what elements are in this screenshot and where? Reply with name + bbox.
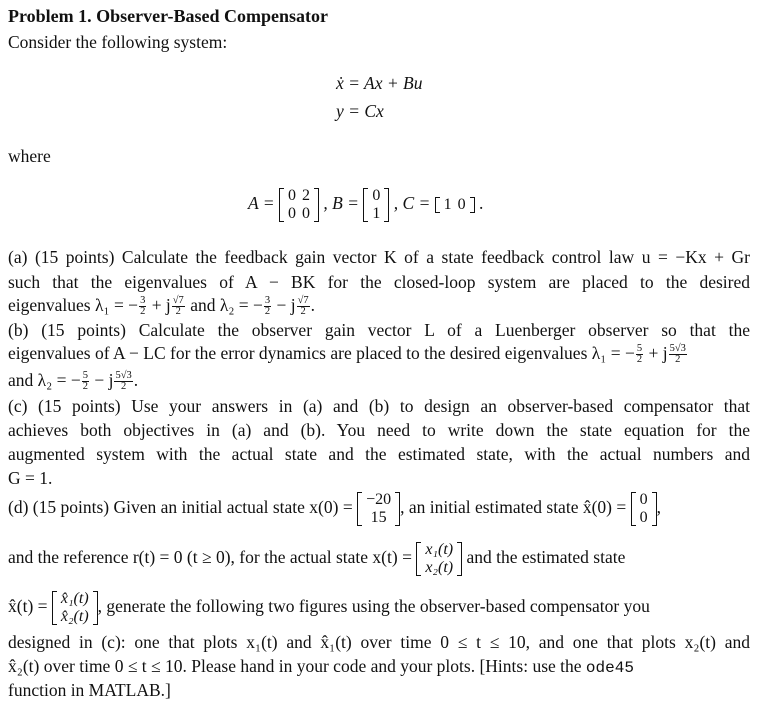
xt-vector [416,541,462,577]
part-c-line2: achieves both objectives in (a) and (b). You need to write down the state equation for the [8,420,750,440]
fraction-den: 2 [120,381,127,393]
plus-j: + j [648,343,668,363]
part-a-line3: eigenvalues λ₁ = − $\frac{3}{2}$ + j $\frac{√7}{2}$ and λ₂ = − $\frac{3}{2}$ − j $\frac{√7}{2}$ . [8,295,316,318]
part-d-line4: designed in (c): one that plots x₁(t) and x̂₁(t) over time 0 ≤ t ≤ 10, and one that plots x₂(t) and [8,632,750,652]
vector-cell: −20 [366,490,392,508]
part-b-line1: (b) (15 points) Calculate the observer gain vector L of a Luenberger observer so that the [8,320,750,340]
fraction [297,296,310,317]
fraction-num: 5 [636,343,643,355]
fraction [264,296,271,317]
part-d-text: , generate the following two figures using the observer-based compensator you [97,596,650,616]
part-d-text: and the estimated state [466,547,626,567]
fraction-num: 5√3 [669,343,686,355]
minus-j: − j [276,295,296,315]
system-matrices [248,183,483,223]
part-b-line3: and λ₂ = − $\frac{5}{2}$ − j $\frac{5√3}{2}$ . [8,370,139,393]
part-d-line6: function in MATLAB.] [8,680,171,700]
fraction [172,296,185,317]
fraction-num: √7 [172,295,184,307]
vector-cell: 0 [639,508,648,526]
vector-cell: x̂₂(t) [60,607,89,625]
part-d-text: x̂₂(t) over time 0 ≤ t ≤ 10. Please hand in your code and your plots. [Hints: use the [8,656,582,676]
eig-lambda1-label: eigenvalues λ₁ = − [8,295,139,315]
part-d-line5 [8,656,750,677]
problem-intro: Consider the following system: [8,32,228,52]
part-d-line1 [8,487,750,527]
part-d-text: x̂(t) = [8,596,48,616]
fraction [139,296,146,317]
matrix-b-cell: 1 [372,204,381,222]
matrix-a-cell: 2 [301,186,310,204]
where-label: where [8,146,51,166]
xhat0-vector [631,491,657,527]
fraction-den: 2 [675,354,681,366]
fraction-den: 2 [82,381,88,393]
vector-cell: 0 [639,490,648,508]
matrix-c-cell: 1 [443,195,452,213]
part-d-text: and the reference r(t) = 0 (t ≥ 0), for the actual state x(t) = [8,547,412,567]
part-d-line2 [8,537,750,577]
part-c-line4: G = 1. [8,468,53,488]
fraction [82,371,89,392]
problem-title: Problem 1. Observer-Based Compensator [8,6,328,26]
matrix-b-label: , B = [323,193,359,213]
fraction-den: 2 [140,306,146,318]
vector-cell: x₂(t) [425,558,454,576]
vector-cell: x̂₁(t) [60,589,89,607]
matrix-c [435,196,475,214]
part-a-line1: (a) (15 points) Calculate the feedback gain vector K of a state feedback control law u = −Kx + Gr [8,247,750,267]
matrix-b-cell: 0 [372,186,381,204]
matrix-c-cell: 0 [457,195,466,213]
fraction-num: 5 [82,370,88,382]
part-d-text: (d) (15 points) Given an initial actual state x(0) = [8,497,353,517]
matrix-a-cell: 0 [287,186,296,204]
matrix-a-cell: 0 [287,204,296,222]
fraction-den: 2 [175,306,181,318]
part-c-line3: augmented system with the actual state and the estimated state, with the actual numbers and [8,444,750,464]
matrix-a-cell: 0 [301,204,310,222]
part-d-text: , an initial estimated state x̂(0) = [400,497,627,517]
fraction-num: 3 [264,295,271,307]
x0-vector [357,491,400,527]
vector-cell: x₁(t) [425,540,454,558]
fraction-num: 3 [140,295,146,307]
fraction-den: 2 [636,354,643,366]
fraction [636,344,643,365]
part-b-line2 [8,343,750,365]
eig-lambda2-label: and λ₂ = − [190,295,263,315]
state-equation: ẋ = Ax + Bu [336,73,423,93]
fraction-num: √7 [297,295,309,307]
fraction [669,344,687,365]
matrix-a [279,187,319,223]
fraction-num: 5√3 [115,370,132,382]
matrices-end: . [479,193,484,213]
matrix-b [363,187,389,223]
ode45-code: ode45 [585,659,634,677]
vector-cell: 15 [370,508,387,526]
fraction-den: 2 [300,306,306,318]
xhatt-vector [52,590,98,626]
part-b-line3-text: and λ₂ = − [8,370,81,390]
output-equation: y = Cx [336,101,384,121]
part-c-line1: (c) (15 points) Use your answers in (a) and (b) to design an observer-based compensator that [8,396,750,416]
minus-j: − j [94,370,114,390]
matrix-c-label: , C = [393,193,431,213]
part-d-line3 [8,586,750,626]
fraction-den: 2 [264,306,271,318]
matrix-a-label: A = [248,193,275,213]
part-a-line2: such that the eigenvalues of A − BK for the closed-loop system are placed to the desired [8,272,750,292]
plus-j: + j [151,295,171,315]
part-d-text: , [656,497,661,517]
fraction [114,371,132,392]
part-b-line2-text: eigenvalues of A − LC for the error dynamics are placed to the desired eigenvalues λ₁ = − [8,343,635,363]
